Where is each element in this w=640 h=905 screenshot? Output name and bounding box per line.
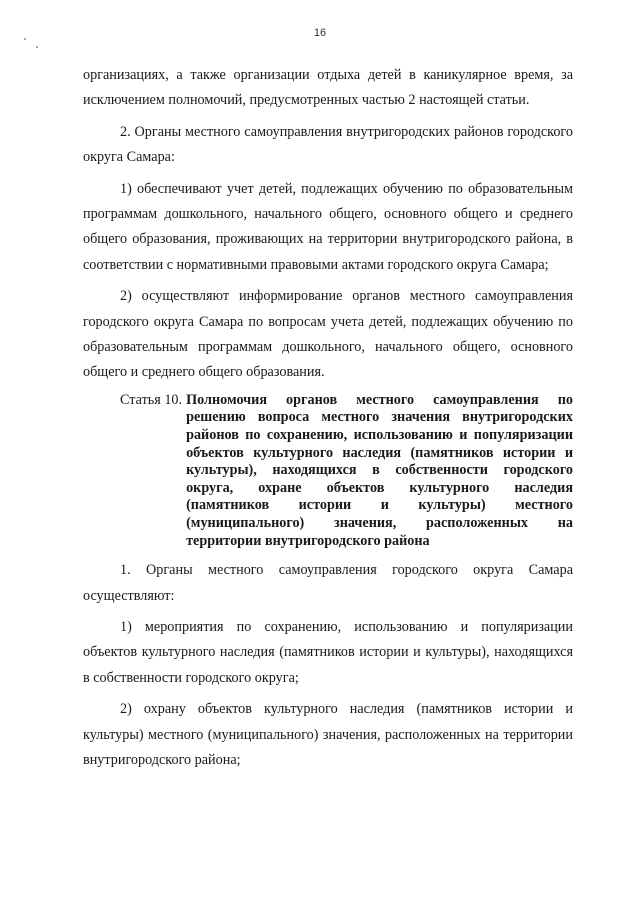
paragraph: организациях, а также организации отдыха детей в каникулярное время, за исключением полномочий, предусмотренных частью 2 настоящей статьи. [83, 67, 573, 109]
article-heading [83, 392, 573, 550]
paragraph: 1) обеспечивают учет детей, подлежащих обучению по образовательным программам дошкольного, начального общего, основного общего и среднего общего образования, проживающих на территории внутригородского района, в соответствии с нормативными правовыми актами городского округа Самара; [83, 180, 573, 273]
paragraph: 2) осуществляют информирование органов местного самоуправления городского округа Самара по вопросам учета детей, подлежащих обучению по образовательным программам дошкольного, начального общего, основного общего и среднего общего образования. [83, 288, 573, 381]
scan-speck [24, 38, 26, 40]
page-number: 16 [313, 27, 327, 39]
paragraph: 1. Органы местного самоуправления городского округа Самара осуществляют: [83, 562, 573, 604]
article-label: Статья 10. [120, 391, 183, 408]
scan-speck [36, 46, 38, 48]
paragraph: 2) охрану объектов культурного наследия (памятников истории и культуры) местного (муниципального) значения, расположенных на территории внутригородского района; [83, 701, 573, 769]
paragraph: 2. Органы местного самоуправления внутригородских районов городского округа Самара: [83, 123, 573, 166]
paragraph: 1) мероприятия по сохранению, использованию и популяризации объектов культурного наследия (памятников истории и культуры), находящихся в собственности городского округа; [83, 619, 573, 686]
document-body [83, 63, 573, 779]
article-title: Полномочия органов местного самоуправления по решению вопроса местного значения внутригородских районов по сохранению, использованию и популяризации объектов культурного наследия (памятников истории и культуры), находящихся в собственности городского округа, охране объектов культурного наследия (памятников истории и культуры) местного (муниципального) значения, расположенных на территории внутригородского района [186, 391, 573, 549]
